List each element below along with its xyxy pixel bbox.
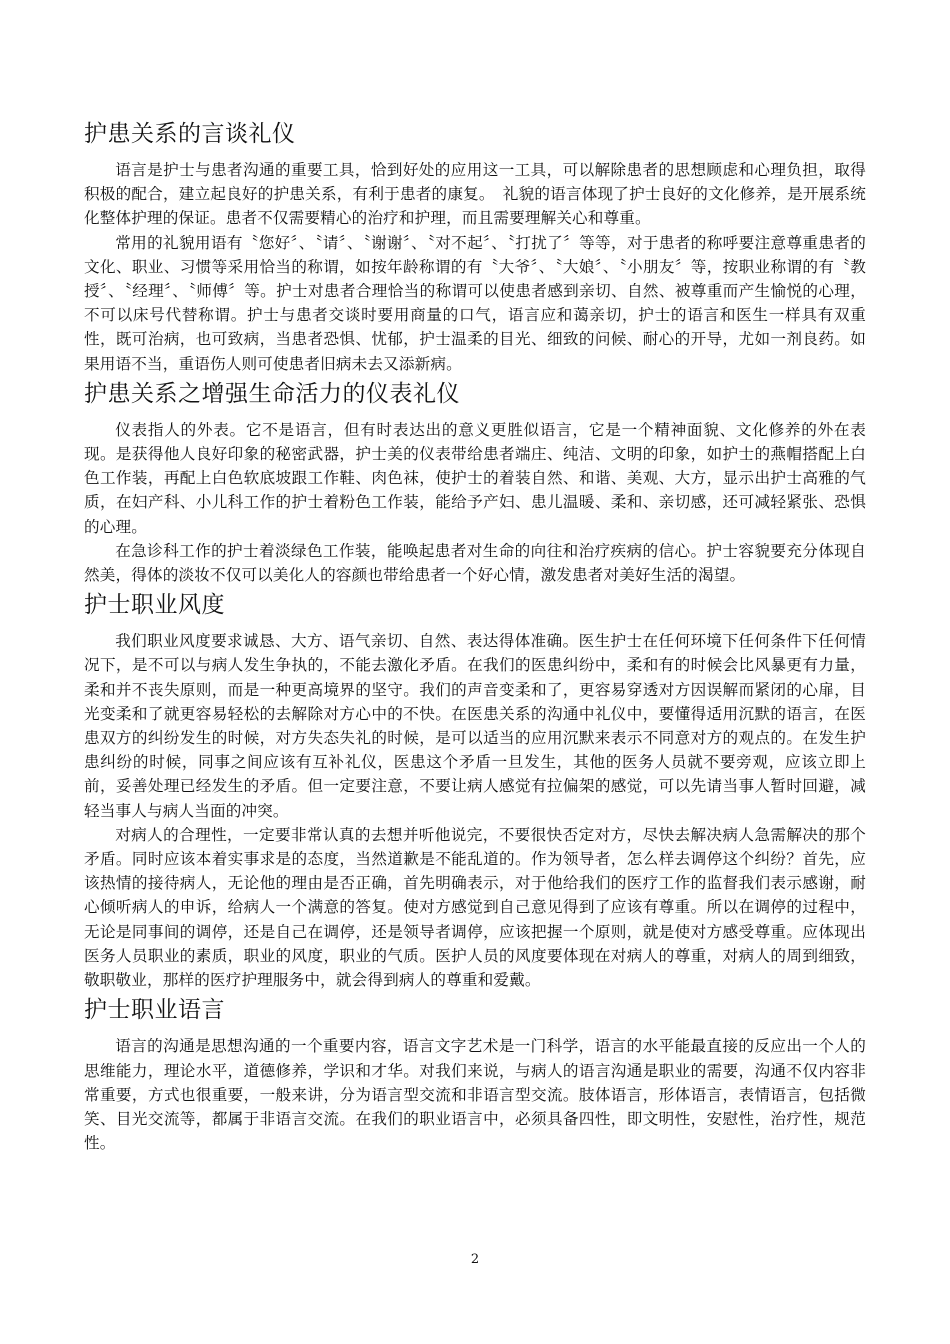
- section-appearance-etiquette: [84, 378, 866, 587]
- paragraph: 语言是护士与患者沟通的重要工具，恰到好处的应用这一工具，可以解除患者的思想顾虑和心理负担，取得积极的配合，建立起良好的护患关系，有利于患者的康复。 礼貌的语言体现了护士良好的文化修养，是开展系统化整体护理的保证。患者不仅需要精心的治疗和护理，而且需要理解关心和尊重。: [84, 161, 866, 228]
- section-title: 护士职业语言: [84, 997, 225, 1024]
- paragraph: 我们职业风度要求诚恳、大方、语气亲切、自然、表达得体准确。医生护士在任何环境下任何条件下任何情况下，是不可以与病人发生争执的，不能去激化矛盾。在我们的医患纠纷中，柔和有的时候会比风暴更有力量，柔和并不丧失原则，而是一种更高境界的坚守。我们的声音变柔和了，更容易穿透对方因误解而紧闭的心扉，目光变柔和了就更容易轻松的去解除对方心中的不快。在医患关系的沟通中礼仪中，要懂得适用沉默的语言，在医患双方的纠纷发生的时候，对方失态失礼的时候，是可以适当的应用沉默来表示不同意对方的观点的。在发生护患纠纷的时候，同事之间应该有互补礼仪，医患这个矛盾一旦发生，其他的医务人员就不要旁观，应该立即上前，妥善处理已经发生的矛盾。但一定要注意，不要让病人感觉有拉偏架的感觉，可以先请当事人暂时回避，减轻当事人与病人当面的冲突。: [84, 632, 866, 820]
- paragraph: 对病人的合理性，一定要非常认真的去想并听他说完，不要很快否定对方，尽快去解决病人急需解决的那个矛盾。同时应该本着实事求是的态度，当然道歉是不能乱道的。作为领导者，怎么样去调停这个纠纷？首先，应该热情的接待病人，无论他的理由是否正确，首先明确表示，对于他给我们的医疗工作的监督我们表示感谢，耐心倾听病人的申诉，给病人一个满意的答复。使对方感觉到自己意见得到了应该有尊重。所以在调停的过程中，无论是同事间的调停，还是自己在调停，还是领导者调停，应该把握一个原则，就是使对方感受尊重。应体现出医务人员职业的素质，职业的风度，职业的气质。医护人员的风度要体现在对病人的尊重，对病人的周到细致，敬职敬业，那样的医疗护理服务中，就会得到病人的尊重和爱戴。: [84, 825, 866, 990]
- section-language-etiquette: [84, 118, 866, 376]
- paragraph: 在急诊科工作的护士着淡绿色工作装，能唤起患者对生命的向往和治疗疾病的信心。护士容貌要充分体现自然美，得体的淡妆不仅可以美化人的容颜也带给患者一个好心情，激发患者对美好生活的渴望。: [84, 541, 866, 585]
- paragraph: 常用的礼貌用语有〝您好〞、〝请〞、〝谢谢〞、〝对不起〞、〝打扰了〞等等，对于患者的称呼要注意尊重患者的文化、职业、习惯等采用恰当的称谓，如按年龄称谓的有〝大爷〞、〝大娘〞、〝小朋友〞等，按职业称谓的有〝教授〞、〝经理〞、〝师傅〞等。护士对患者合理恰当的称谓可以使患者感到亲切、自然、被尊重而产生愉悦的心理，不可以床号代替称谓。护士与患者交谈时要用商量的口气，语言应和蔼亲切，护士的语言和医生一样具有双重性，既可治病，也可致病，当患者恐惧、忧郁，护士温柔的目光、细致的问候、耐心的开导，尤如一剂良药。如果用语不当，重语伤人则可使患者旧病未去又添新病。: [84, 233, 866, 373]
- paragraph: 仪表指人的外表。它不是语言，但有时表达出的意义更胜似语言，它是一个精神面貌、文化修养的外在表现。是获得他人良好印象的秘密武器，护士美的仪表带给患者端庄、纯洁、文明的印象，如护士的燕帽搭配上白色工作装，再配上白色软底坡跟工作鞋、肉色袜，使护士的着装自然、和谐、美观、大方，显示出护士高雅的气质，在妇产科、小儿科工作的护士着粉色工作装，能给予产妇、患儿温暖、柔和、亲切感，还可减轻紧张、恐惧的心理。: [84, 420, 866, 536]
- section-professional-demeanor: [84, 589, 866, 992]
- section-title: 护士职业风度: [84, 592, 225, 619]
- section-title: 护患关系之增强生命活力的仪表礼仪: [84, 380, 460, 407]
- paragraph: 语言的沟通是思想沟通的一个重要内容，语言文字艺术是一门科学，语言的水平能最直接的反应出一个人的思维能力，理论水平，道德修养，学识和才华。对我们来说，与病人的语言沟通是职业的需要，沟通不仅内容非常重要，方式也很重要，一般来讲，分为语言型交流和非语言型交流。肢体语言，形体语言，表情语言，包括微笑、目光交流等，都属于非语言交流。在我们的职业语言中，必须具备四性，即文明性，安慰性，治疗性，规范性。: [84, 1037, 866, 1153]
- page-number: 2: [470, 1252, 480, 1267]
- document-page: [84, 118, 866, 1157]
- section-professional-language: [84, 994, 866, 1155]
- section-title: 护患关系的言谈礼仪: [84, 121, 296, 147]
